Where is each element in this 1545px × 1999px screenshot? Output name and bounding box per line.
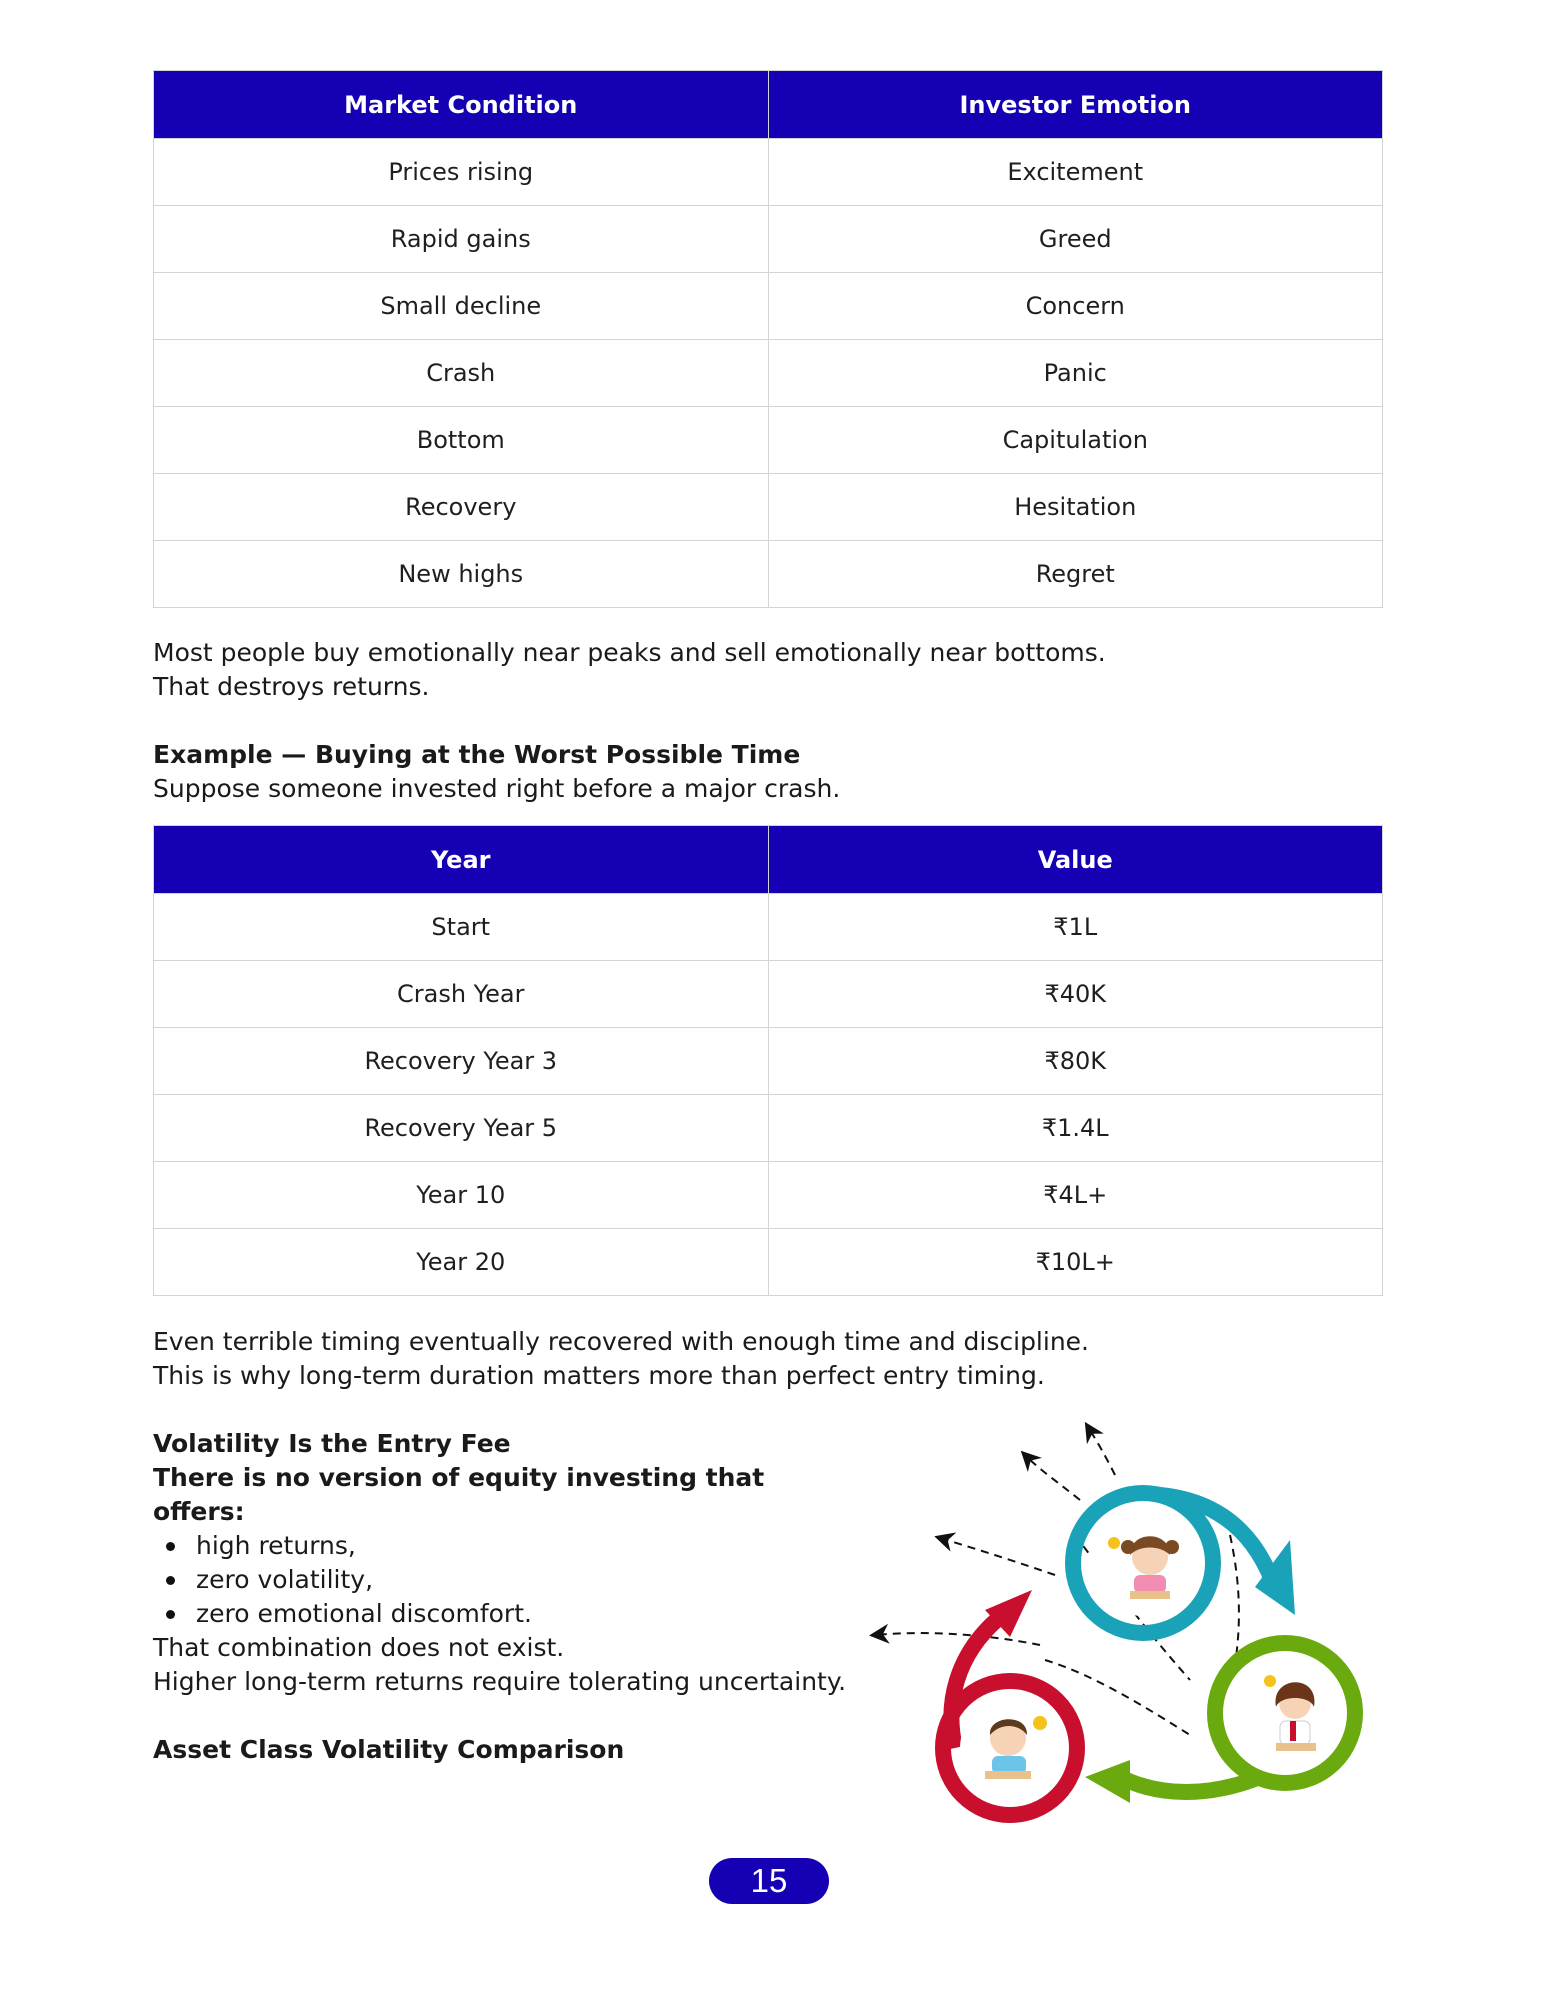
table-row bbox=[154, 139, 1383, 206]
table-cell: Greed bbox=[768, 206, 1383, 273]
table-cell: Excitement bbox=[768, 139, 1383, 206]
table-cell: Crash Year bbox=[154, 961, 769, 1028]
paragraph-line: Most people buy emotionally near peaks and sell emotionally near bottoms. bbox=[153, 638, 1106, 667]
table-row bbox=[154, 1162, 1383, 1229]
table-cell: ₹1L bbox=[768, 894, 1383, 961]
teal-cycle-ring bbox=[1073, 1493, 1295, 1633]
table-cell: New highs bbox=[154, 541, 769, 608]
value-table bbox=[153, 825, 1383, 1296]
table-cell: ₹10L+ bbox=[768, 1229, 1383, 1296]
page-number: 15 bbox=[709, 1858, 829, 1904]
volatility-subheading: There is no version of equity investing that offers: bbox=[153, 1463, 765, 1526]
emotion-table bbox=[153, 70, 1383, 608]
table-row bbox=[154, 1028, 1383, 1095]
table-row bbox=[154, 273, 1383, 340]
table-row bbox=[154, 1229, 1383, 1296]
example-text: Suppose someone invested right before a major crash. bbox=[153, 774, 841, 803]
paragraph-line: Even terrible timing eventually recovered with enough time and discipline. bbox=[153, 1327, 1089, 1356]
example-section bbox=[153, 738, 840, 806]
table-cell: Crash bbox=[154, 340, 769, 407]
asset-heading: Asset Class Volatility Comparison bbox=[153, 1735, 625, 1764]
table-cell: ₹80K bbox=[768, 1028, 1383, 1095]
table-row bbox=[154, 1095, 1383, 1162]
bullet-item: zero emotional discomfort. bbox=[153, 1597, 853, 1631]
example-heading: Example — Buying at the Worst Possible Time bbox=[153, 740, 801, 769]
table-header-row bbox=[154, 71, 1383, 139]
red-cycle-ring bbox=[943, 1590, 1077, 1815]
paragraph-line: This is why long-term duration matters more than perfect entry timing. bbox=[153, 1361, 1045, 1390]
paragraph-line: That destroys returns. bbox=[153, 672, 430, 701]
learning-cycle-illustration bbox=[830, 1405, 1390, 1845]
table-cell: ₹40K bbox=[768, 961, 1383, 1028]
table-cell: Start bbox=[154, 894, 769, 961]
column-header: Market Condition bbox=[154, 71, 769, 139]
table-cell: Year 20 bbox=[154, 1229, 769, 1296]
table-row bbox=[154, 541, 1383, 608]
table-cell: Bottom bbox=[154, 407, 769, 474]
table-cell: ₹1.4L bbox=[768, 1095, 1383, 1162]
table-cell: Capitulation bbox=[768, 407, 1383, 474]
bullet-item: high returns, bbox=[153, 1529, 853, 1563]
volatility-heading: Volatility Is the Entry Fee bbox=[153, 1429, 511, 1458]
timing-paragraph bbox=[153, 1325, 1089, 1393]
table-cell: Small decline bbox=[154, 273, 769, 340]
volatility-section bbox=[153, 1427, 853, 1767]
table-row bbox=[154, 961, 1383, 1028]
bullet-item: zero volatility, bbox=[153, 1563, 853, 1597]
table-row bbox=[154, 206, 1383, 273]
bullet-list bbox=[153, 1529, 853, 1631]
table-cell: Panic bbox=[768, 340, 1383, 407]
table-row bbox=[154, 894, 1383, 961]
emotion-paragraph bbox=[153, 636, 1106, 704]
table-cell: Concern bbox=[768, 273, 1383, 340]
green-cycle-ring bbox=[1085, 1643, 1355, 1803]
table-cell: Year 10 bbox=[154, 1162, 769, 1229]
table-cell: Regret bbox=[768, 541, 1383, 608]
paragraph-line: Higher long-term returns require tolerating uncertainty. bbox=[153, 1667, 847, 1696]
table-cell: Rapid gains bbox=[154, 206, 769, 273]
column-header: Value bbox=[768, 826, 1383, 894]
table-row bbox=[154, 407, 1383, 474]
table-cell: Recovery Year 3 bbox=[154, 1028, 769, 1095]
table-cell: ₹4L+ bbox=[768, 1162, 1383, 1229]
table-cell: Recovery Year 5 bbox=[154, 1095, 769, 1162]
table-header-row bbox=[154, 826, 1383, 894]
paragraph-line: That combination does not exist. bbox=[153, 1633, 565, 1662]
table-cell: Recovery bbox=[154, 474, 769, 541]
table-cell: Prices rising bbox=[154, 139, 769, 206]
table-cell: Hesitation bbox=[768, 474, 1383, 541]
table-row bbox=[154, 474, 1383, 541]
table-row bbox=[154, 340, 1383, 407]
column-header: Investor Emotion bbox=[768, 71, 1383, 139]
column-header: Year bbox=[154, 826, 769, 894]
